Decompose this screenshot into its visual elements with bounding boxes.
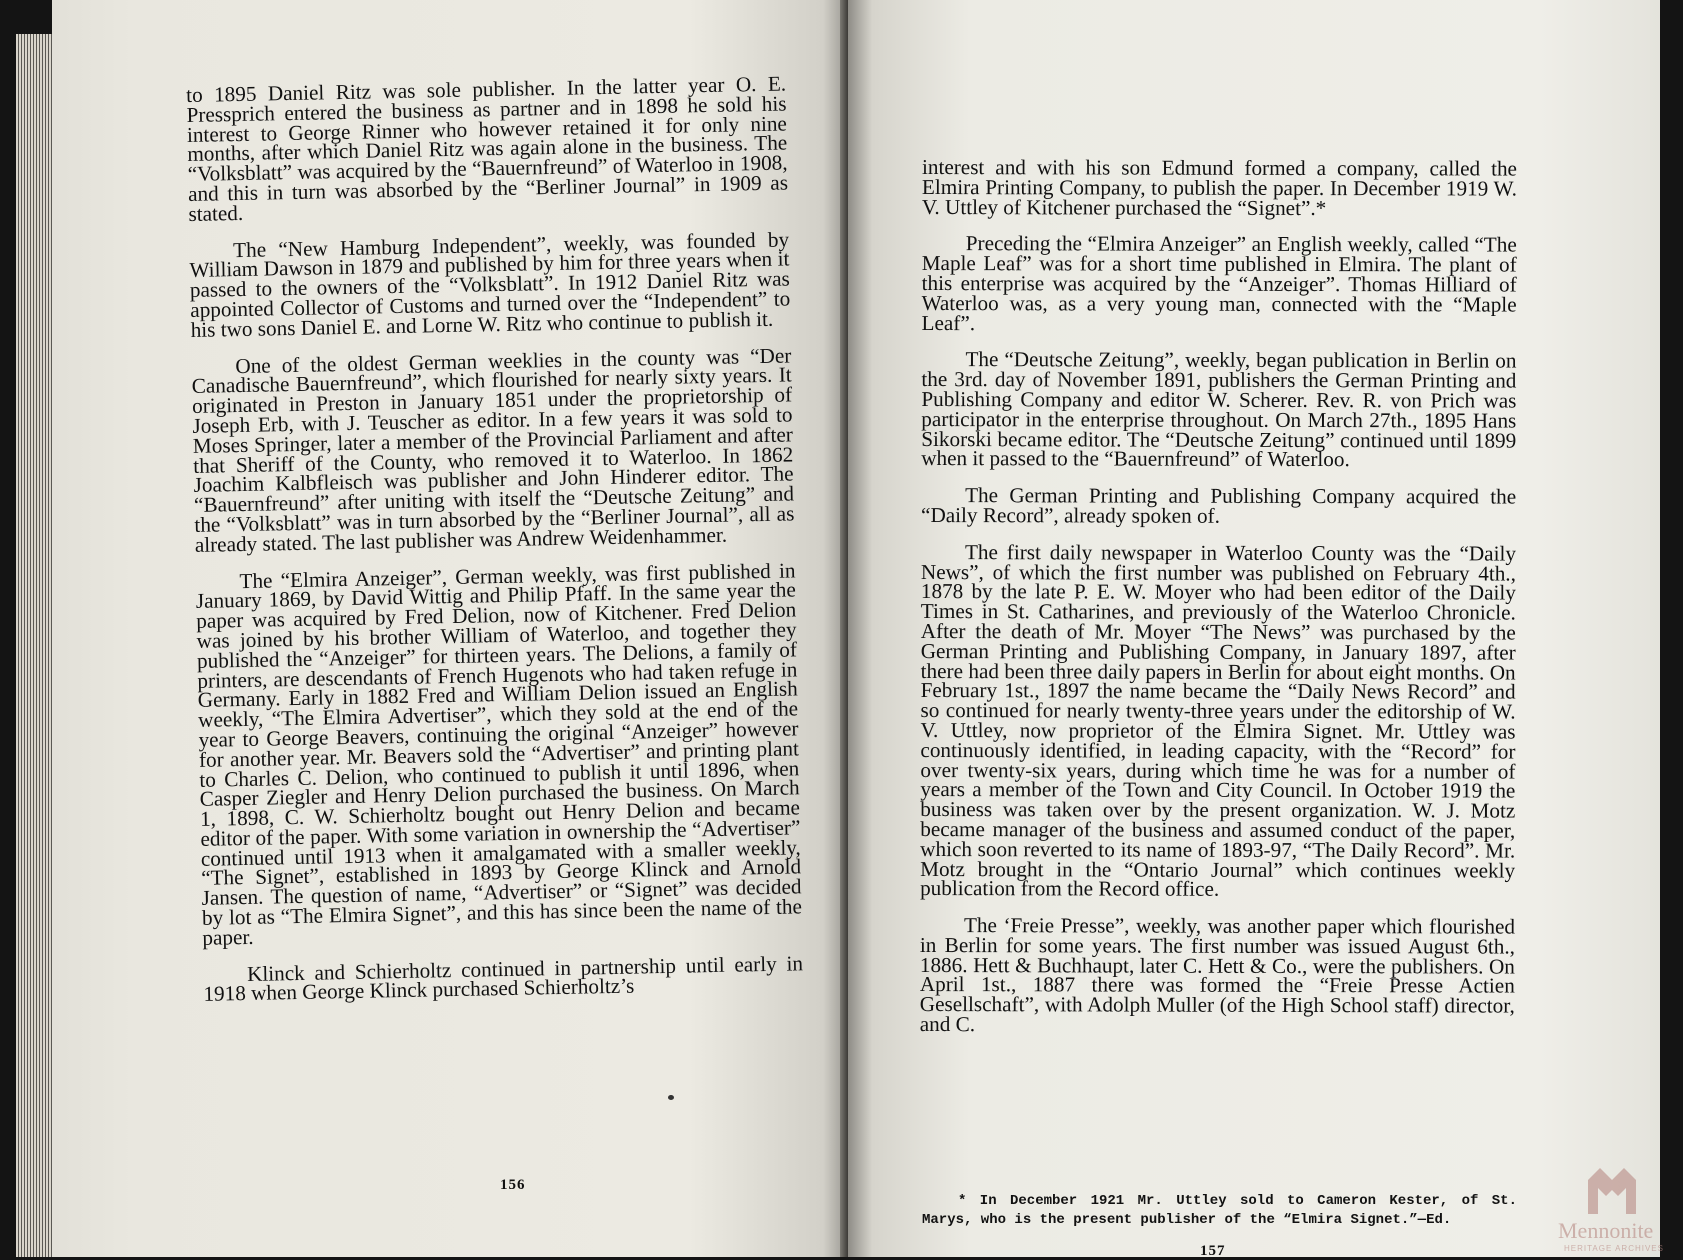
- paragraph: interest and with his son Edmund formed a company, called the Elmira Printing Company, to publish the paper. In December 1919 W. V. Uttley of Kitchener purchased the “Signet”.*: [921, 155, 1518, 220]
- watermark-subtitle: HERITAGE ARCHIVES: [1564, 1244, 1664, 1253]
- left-text-column: [185, 71, 804, 1022]
- paragraph: The ‘Freie Presse”, weekly, was another paper which flourished in Berlin for some years. The first number was issued August 6th., 1886. Hett & Buchhaupt, later C. Hett & Co., were the publishers. On April 1st., 1887 there was formed the “Freie Presse Actien Gesellschaft”, with Adolph Muller (of the High School staff) director, and C.: [919, 913, 1516, 1037]
- page-number: 156: [500, 1177, 526, 1193]
- paragraph: The “Deutsche Zeitung”, weekly, began publication in Berlin on the 3rd. day of November 1891, publishers the German Printing and Publishing Company and editor W. Scherer. Rev. R. von Prich was participator in the enterprise throughout. On March 27th., 1895 Hans Sikorski became editor. The “Deutsche Zeitung” continued until 1899 when it passed to the “Bauernfreund” of Waterloo.: [921, 347, 1517, 472]
- paragraph: to 1895 Daniel Ritz was sole publisher. In the latter year O. E. Pressprich entered the business as partner and in 1898 he sold his interest to George Rinner who however retained it for only nine months, after which Daniel Ritz was again alone in the business. The “Volksblatt” was acquired by the “Bauernfreund” of Waterloo in 1908, and this in turn was absorbed by the “Berliner Journal” in 1909 as stated.: [185, 71, 789, 226]
- right-text-column: [919, 155, 1518, 1053]
- paragraph: The German Printing and Publishing Company acquired the “Daily Record”, already spoken of.: [921, 483, 1517, 528]
- archive-logo-icon: [1584, 1162, 1640, 1218]
- paragraph: Preceding the “Elmira Anzeiger” an English weekly, called “The Maple Leaf” was for a short time published in Elmira. The plant of this enterprise was acquired by the “Anzeiger”. Thomas Hilliard of Waterloo was, as a very young man, connected with the “Maple Leaf”.: [921, 231, 1517, 335]
- paragraph: The “New Hamburg Independent”, weekly, was founded by William Dawson in 1879 and published by him for three years when it passed to the owners of the “Volksblatt”. In 1912 Daniel Ritz was appointed Collector of Customs and turned over the “Independent” to his two sons Daniel E. and Lorne W. Ritz who continue to publish it.: [189, 227, 791, 342]
- page-number: 157: [1200, 1243, 1226, 1259]
- left-page: [52, 0, 847, 1257]
- archive-watermark: [1548, 1158, 1678, 1254]
- paragraph: The “Elmira Anzeiger”, German weekly, was first published in January 1869, by David Wittig and Philip Pfaff. In the same year the paper was acquired by Fred Delion, now of Kitchener. Fred Delion was joined by his brother William of Waterloo, and together they published the “Anzeiger” for thirteen years. The Delions, a family of printers, are descendants of French Hugenots who had taken refuge in Germany. Early in 1882 Fred and William Delion issued an English weekly, “The Elmira Advertiser”, which they sold at the end of the year to George Beavers, continuing the original “Anzeiger” however for another year. Mr. Beavers sold the “Advertiser” and printing plant to Charles C. Delion, who continued to publish it until 1896, when Casper Ziegler and Henry Delion purchased the business. On March 1, 1898, C. W. Schierholtz bought out Henry Delion and became editor of the paper. With some variation in ownership the “Advertiser” continued until 1913 when it amalgamated with a smaller weekly, “The Signet”, established in 1893 by George Klinck and Arnold Jansen. The question of name, “Advertiser” or “Signet” was decided by lot as “The Elmira Signet”, and this has since been the name of the paper.: [195, 557, 803, 950]
- paragraph: The first daily newspaper in Waterloo County was the “Daily News”, of which the first number was published on February 4th., 1878 by the late P. E. W. Moyer who had been editor of the Daily Times in St. Catharines, and previously of the Waterloo Chronicle. After the death of Mr. Moyer “The News” was purchased by the German Printing and Publishing Company, in January 1897, after there had been three daily papers in Berlin for about eight months. On February 1st., 1897 the name became the “Daily News Record” and so continued for nearly twenty-three years under the editorship of W. V. Uttley, now proprietor of the Elmira Signet. Mr. Uttley was continuously identified, in leading capacity, with the “Record” for over twenty-six years, during which time he was for a number of years a member of the Town and City Council. In October 1919 the business was taken over by the present organization. W. J. Motz became manager of the business and assumed conduct of the paper, which soon reverted to its name of 1893-97, “The Daily Record”. Mr. Motz brought in the “Ontario Journal” which continues weekly publication from the Record office.: [920, 539, 1516, 902]
- watermark-brand: Mennonite: [1558, 1218, 1654, 1243]
- footnote-text: * In December 1921 Mr. Uttley sold to Cameron Kester, of St. Marys, who is the present publisher of the “Elmira Signet.”—Ed.: [922, 1193, 1517, 1228]
- paragraph: Klinck and Schierholtz continued in partnership until early in 1918 when George Klinck purchased Schierholtz’s: [203, 950, 804, 1007]
- footnote: [922, 1192, 1517, 1230]
- right-page: [848, 0, 1660, 1257]
- ink-speck: [668, 1095, 674, 1100]
- paragraph: One of the oldest German weeklies in the county was “Der Canadische Bauernfreund”, which flourished for nearly sixty years. It originated in Preston in January 1851 under the proprietorship of Joseph Erb, with J. Teuscher as editor. In a few years it was sold to Moses Springer, later a member of the Provincial Parliament and after that Sheriff of the County, who removed it to Waterloo. In 1862 Joachim Kalbfleisch was publisher and John Hinderer editor. The “Bauernfreund” after uniting with itself the “Deutsche Zeitung” and the “Volksblatt” was in turn absorbed by the “Berliner Journal”, all as already stated. The last publisher was Andrew Weidenhammer.: [191, 342, 795, 557]
